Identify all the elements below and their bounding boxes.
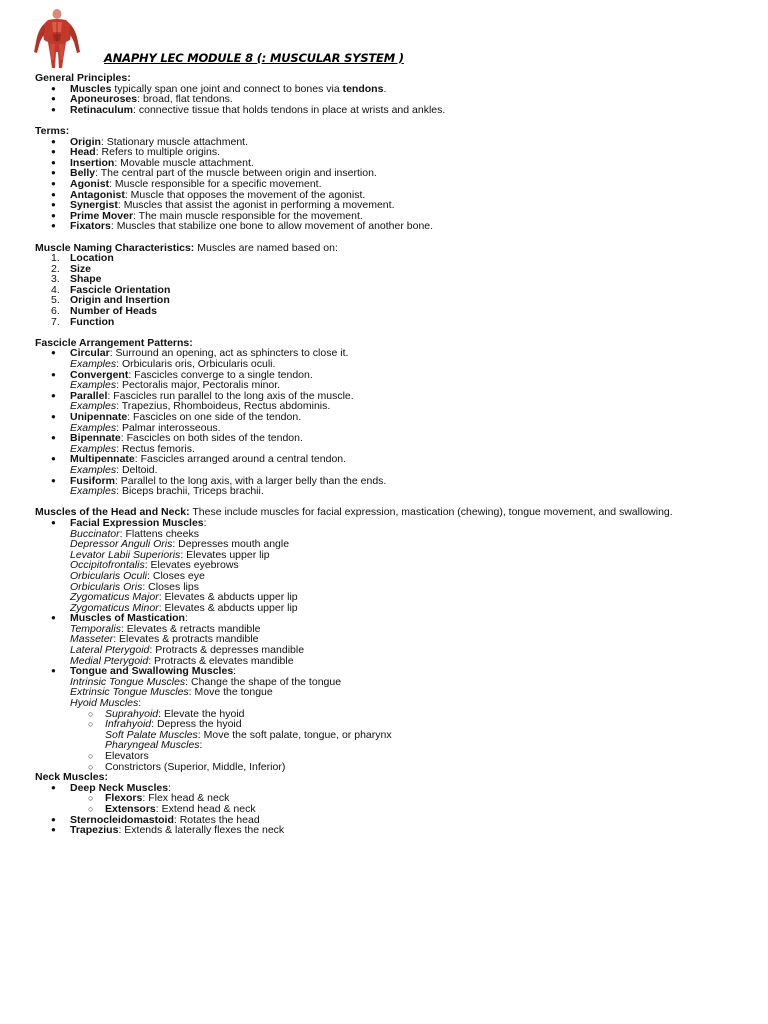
sub-item: Zygomaticus Minor: Elevates & abducts upper lip: [70, 601, 298, 614]
list-item: ● Retinaculum: connective tissue that holds tendons in place at wrists and ankles.: [35, 105, 735, 116]
list-item: 6. Number of Heads: [51, 305, 157, 318]
sub-item: Buccinator: Flattens cheeks: [70, 527, 199, 540]
sub-item: Orbicularis Oris: Closes lips: [70, 580, 199, 593]
page-title: ANAPHY LEC MODULE 8 (: MUSCULAR SYSTEM ): [104, 51, 404, 65]
list-item: ● Antagonist: Muscle that opposes the movement of the agonist.: [35, 190, 735, 201]
list-item: ● Deep Neck Muscles:: [35, 783, 735, 794]
sub-item: Lateral Pterygoid: Protracts & depresses mandible: [70, 644, 305, 657]
section-terms: Terms:: [35, 124, 70, 137]
list-item: ● Fixators: Muscles that stabilize one bone to allow movement of another bone.: [35, 221, 735, 232]
sub-item: Pharyngeal Muscles:: [105, 739, 203, 752]
sub-item: Levator Labii Superioris: Elevates upper lip: [70, 548, 270, 561]
examples-line: Examples: Biceps brachii, Triceps brachii.: [70, 485, 264, 498]
examples-line: Examples: Pectoralis major, Pectoralis minor.: [70, 379, 281, 392]
examples-line: Examples: Rectus femoris.: [70, 442, 195, 455]
section-neck-muscles: Neck Muscles:: [35, 771, 108, 784]
list-item: ● Unipennate: Fascicles on one side of the tendon.: [35, 412, 735, 423]
list-item: ● Origin: Stationary muscle attachment.: [35, 137, 735, 148]
sub-list-item: ○ Suprahyoid: Elevate the hyoid: [35, 709, 735, 720]
fascicle-list: [35, 348, 735, 496]
list-item: 1. Location: [51, 252, 114, 265]
section-muscle-naming: Muscle Naming Characteristics: Muscles are named based on:: [35, 241, 338, 254]
list-item: ● Parallel: Fascicles run parallel to the long axis of the muscle.: [35, 391, 735, 402]
muscle-figure-image: [26, 8, 88, 70]
list-item: 7. Function: [51, 315, 115, 328]
sub-list-item: ○ Flexors: Flex head & neck: [35, 793, 735, 804]
list-item: ● Fusiform: Parallel to the long axis, with a larger belly than the ends.: [35, 476, 735, 487]
list-item: ● Aponeuroses: broad, flat tendons.: [35, 94, 735, 105]
list-item: 3. Shape: [51, 273, 102, 286]
document-body: [35, 73, 735, 836]
list-item: ● Prime Mover: The main muscle responsible for the movement.: [35, 211, 735, 222]
list-item: ● Agonist: Muscle responsible for a specific movement.: [35, 179, 735, 190]
list-item: ● Facial Expression Muscles:: [35, 518, 735, 529]
list-item: ● Sternocleidomastoid: Rotates the head: [35, 815, 735, 826]
list-item: 4. Fascicle Orientation: [51, 283, 171, 296]
list-item: ● Insertion: Movable muscle attachment.: [35, 158, 735, 169]
list-item: 2. Size: [51, 262, 92, 275]
sub-item: Depressor Anguli Oris: Depresses mouth angle: [70, 538, 290, 551]
sub-item: Intrinsic Tongue Muscles: Change the shape of the tongue: [70, 675, 342, 688]
list-item: ● Bipennate: Fascicles on both sides of the tendon.: [35, 433, 735, 444]
muscle-naming-list: [35, 253, 735, 327]
sub-item: Soft Palate Muscles: Move the soft palate, tongue, or pharynx: [105, 728, 392, 741]
sub-item: Masseter: Elevates & protracts mandible: [70, 633, 259, 646]
section-fascicle-patterns: Fascicle Arrangement Patterns:: [35, 336, 193, 349]
examples-line: Examples: Palmar interosseous.: [70, 421, 221, 434]
sub-item: Temporalis: Elevates & retracts mandible: [70, 622, 261, 635]
section-head-and-neck: Muscles of the Head and Neck: These include muscles for facial expression, mastication (chewing), tongue movement, and swallowing.: [35, 506, 673, 519]
head-neck-list: [35, 518, 735, 772]
list-item: ● Tongue and Swallowing Muscles:: [35, 666, 735, 677]
sub-item: Medial Pterygoid: Protracts & elevates mandible: [70, 654, 294, 667]
sub-item: Hyoid Muscles:: [70, 697, 142, 710]
list-item: ● Head: Refers to multiple origins.: [35, 147, 735, 158]
sub-item: Orbicularis Oculi: Closes eye: [70, 569, 205, 582]
general-principles-list: [35, 84, 735, 116]
sub-list-item: ○ Constrictors (Superior, Middle, Inferior): [35, 762, 735, 773]
examples-line: Examples: Deltoid.: [70, 463, 158, 476]
examples-line: Examples: Trapezius, Rhomboideus, Rectus abdominis.: [70, 400, 331, 413]
list-item: ● Multipennate: Fascicles arranged around a central tendon.: [35, 454, 735, 465]
sub-item: Zygomaticus Major: Elevates & abducts upper lip: [70, 591, 298, 604]
sub-item: Occipitofrontalis: Elevates eyebrows: [70, 559, 239, 572]
list-item: ● Belly: The central part of the muscle between origin and insertion.: [35, 168, 735, 179]
list-item: ● Trapezius: Extends & laterally flexes the neck: [35, 825, 735, 836]
sub-list-item: ○ Elevators: [35, 751, 735, 762]
list-item: ● Circular: Surround an opening, act as sphincters to close it.: [35, 348, 735, 359]
list-item: 5. Origin and Insertion: [51, 294, 170, 307]
list-item: ● Muscles of Mastication:: [35, 613, 735, 624]
sub-list-item: ○ Extensors: Extend head & neck: [35, 804, 735, 815]
list-item: ● Muscles typically span one joint and connect to bones via tendons.: [35, 84, 735, 95]
neck-list: [35, 783, 735, 836]
list-item: ● Convergent: Fascicles converge to a single tendon.: [35, 370, 735, 381]
sub-item: Extrinsic Tongue Muscles: Move the tongue: [70, 686, 273, 699]
list-item: ● Synergist: Muscles that assist the agonist in performing a movement.: [35, 200, 735, 211]
examples-line: Examples: Orbicularis oris, Orbicularis oculi.: [70, 358, 276, 371]
terms-list: [35, 137, 735, 232]
section-general-principles: General Principles:: [35, 72, 131, 84]
sub-list-item: ○ Infrahyoid: Depress the hyoid: [35, 719, 735, 730]
